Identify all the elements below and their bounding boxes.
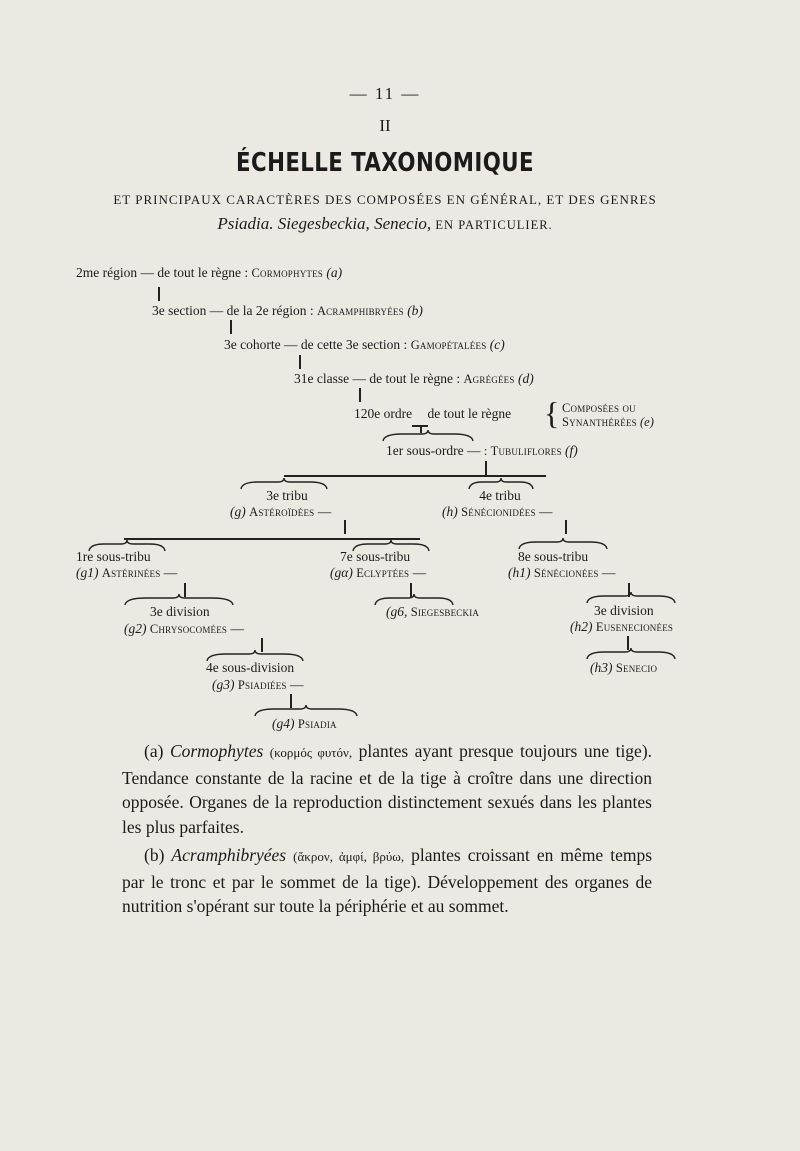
note-ref: (h1) bbox=[508, 565, 531, 580]
node-suborder bbox=[386, 443, 578, 459]
rank-description: de la 2e région : bbox=[226, 303, 314, 318]
footnotes bbox=[122, 739, 652, 919]
rank-description: de tout le règne : bbox=[157, 265, 249, 280]
dash: — bbox=[352, 371, 366, 386]
note-ref: (c) bbox=[489, 337, 505, 352]
node-tribe-4-rank: 4e tribu bbox=[479, 488, 521, 503]
note-ref: (a) bbox=[326, 265, 343, 280]
note-ref: (f) bbox=[565, 443, 578, 458]
note-term: Cormophytes bbox=[169, 741, 264, 761]
taxon-name: Acramphibryées bbox=[316, 304, 404, 318]
node-subtribe-7 bbox=[330, 565, 426, 581]
note-term: Acramphibryées bbox=[171, 845, 287, 865]
page-title: ÉCHELLE TAXONOMIQUE bbox=[236, 148, 534, 178]
taxon-name: Sénécionidées bbox=[461, 505, 536, 519]
node-genus-siegesbeckia bbox=[386, 604, 479, 620]
dash: — bbox=[412, 565, 427, 580]
dash: — bbox=[230, 621, 245, 636]
connector bbox=[158, 287, 160, 301]
taxon-name: Agrégées bbox=[463, 372, 515, 386]
dash: — bbox=[283, 337, 298, 352]
note-ref: (d) bbox=[517, 371, 534, 386]
taxon-name-synantherees-line bbox=[562, 415, 654, 430]
note-ref: (e) bbox=[639, 415, 654, 429]
node-section bbox=[152, 303, 423, 319]
node-subtribe-1 bbox=[76, 565, 177, 581]
node-subdivision-rank: 4e sous-division bbox=[206, 660, 295, 675]
node-genus-senecio bbox=[590, 660, 657, 676]
node-subtribe-7-rank: 7e sous-tribu bbox=[340, 549, 411, 564]
dash: — bbox=[601, 565, 616, 580]
node-order bbox=[354, 406, 511, 422]
rank-label: 1er sous-ordre bbox=[386, 443, 464, 458]
node-cohort bbox=[224, 337, 505, 353]
dash: — bbox=[163, 565, 178, 580]
note-text: plantes ayant presque toujours une tige). Tendance constante de la racine et de la tige à croître dans une direction opposée. Organes de la reproduction distinctement sexués dans les plantes les plus parfaites. bbox=[122, 741, 653, 837]
dash: — bbox=[539, 504, 553, 519]
node-subtribe-8-rank: 8e sous-tribu bbox=[518, 549, 589, 564]
taxon-name: Chrysocomées bbox=[149, 622, 228, 636]
brace: { bbox=[544, 395, 560, 431]
node-division-h-rank: 3e division bbox=[594, 603, 654, 618]
rank-label: 3e cohorte bbox=[224, 337, 281, 352]
taxon-name-composees: Composées ou bbox=[562, 401, 636, 415]
greek-etymology: (ἄκρον, ἀμφί, βρύω, bbox=[293, 849, 405, 864]
note-ref: (g4) bbox=[272, 716, 295, 731]
underbrace bbox=[586, 648, 676, 660]
page-number: — 11 — bbox=[349, 84, 421, 103]
connector bbox=[230, 320, 232, 334]
rank-description: de tout le règne bbox=[427, 406, 512, 421]
note-ref: (g3) bbox=[212, 677, 235, 692]
note-b bbox=[122, 843, 652, 919]
note-ref: (h2) bbox=[570, 619, 593, 634]
note-text: plantes croissant en même temps par le tronc et par le sommet de la tige). Développement des organes de nutrition s'opérant sur toute la périphérie et au sommet. bbox=[122, 845, 653, 916]
node-genus-psiadia bbox=[272, 716, 337, 732]
taxon-name: Siegesbeckia bbox=[410, 605, 480, 619]
dash: — bbox=[209, 303, 224, 318]
taxon-name: Astéroïdées bbox=[249, 505, 315, 519]
note-label: (a) bbox=[144, 741, 164, 761]
taxon-name: Eclyptées bbox=[356, 566, 410, 580]
taxon-name: Psiadiées bbox=[237, 678, 287, 692]
rank-description: de tout le règne : bbox=[369, 371, 461, 386]
underbrace bbox=[382, 430, 474, 442]
subtitle-tail: EN PARTICULIER. bbox=[435, 218, 553, 232]
connector bbox=[299, 355, 301, 369]
dash: — bbox=[140, 265, 154, 280]
section-number: II bbox=[379, 116, 391, 135]
rank-label: 120e ordre bbox=[354, 406, 413, 421]
taxon-name: Gamopétalées bbox=[410, 338, 487, 352]
genus-name-psiadia: Psiadia. bbox=[217, 214, 274, 233]
node-tribe-3 bbox=[230, 504, 331, 520]
subtitle-line-2 bbox=[0, 214, 770, 234]
rank-label: 2me région bbox=[76, 265, 138, 280]
genus-name-senecio: Senecio, bbox=[374, 214, 432, 233]
taxon-name: Astérinées bbox=[101, 566, 161, 580]
node-subtribe-1-rank: 1re sous-tribu bbox=[76, 549, 151, 564]
connector bbox=[485, 461, 487, 475]
dash: — bbox=[317, 504, 332, 519]
node-division-g bbox=[124, 621, 244, 637]
note-ref: (g6, bbox=[386, 604, 408, 619]
rank-description: de cette 3e section : bbox=[300, 337, 408, 352]
node-tribe-4 bbox=[442, 504, 553, 520]
taxon-name: Senecio bbox=[615, 661, 658, 675]
connector bbox=[565, 520, 567, 534]
note-ref: (b) bbox=[407, 303, 423, 318]
note-ref: (g1) bbox=[76, 565, 99, 580]
connector bbox=[284, 475, 546, 477]
taxon-name: Cormophytes bbox=[251, 266, 323, 280]
rank-label: 31e classe bbox=[294, 371, 350, 386]
node-division-g-rank: 3e division bbox=[150, 604, 210, 619]
taxon-name: Synanthérées bbox=[562, 415, 637, 429]
node-region bbox=[76, 265, 342, 281]
taxon-name: Psiadia bbox=[297, 717, 337, 731]
rank-label: 3e section bbox=[152, 303, 207, 318]
connector bbox=[359, 388, 361, 402]
note-ref: (h3) bbox=[590, 660, 613, 675]
taxon-name: Eusenecionées bbox=[595, 620, 674, 634]
note-label: (b) bbox=[144, 845, 165, 865]
dash: — bbox=[466, 443, 481, 458]
note-ref: (h) bbox=[442, 504, 458, 519]
taxon-name: : Tubuliflores bbox=[483, 444, 562, 458]
greek-etymology: (κορμός φυτόν, bbox=[269, 745, 353, 760]
node-tribe-3-rank: 3e tribu bbox=[266, 488, 308, 503]
connector bbox=[344, 520, 346, 534]
node-division-h bbox=[570, 619, 673, 635]
note-ref: (g2) bbox=[124, 621, 147, 636]
dash: — bbox=[290, 677, 304, 692]
subtitle-line-1: ET PRINCIPAUX CARACTÈRES DES COMPOSÉES EN GÉNÉRAL, ET DES GENRES bbox=[113, 192, 657, 207]
note-a bbox=[122, 739, 652, 839]
node-subtribe-8 bbox=[508, 565, 615, 581]
genus-name-siegesbeckia: Siegesbeckia, bbox=[277, 214, 370, 233]
taxon-name: Sénécionées bbox=[533, 566, 599, 580]
note-ref: (gα) bbox=[330, 565, 353, 580]
node-subdivision bbox=[212, 677, 304, 693]
note-ref: (g) bbox=[230, 504, 246, 519]
node-class bbox=[294, 371, 534, 387]
